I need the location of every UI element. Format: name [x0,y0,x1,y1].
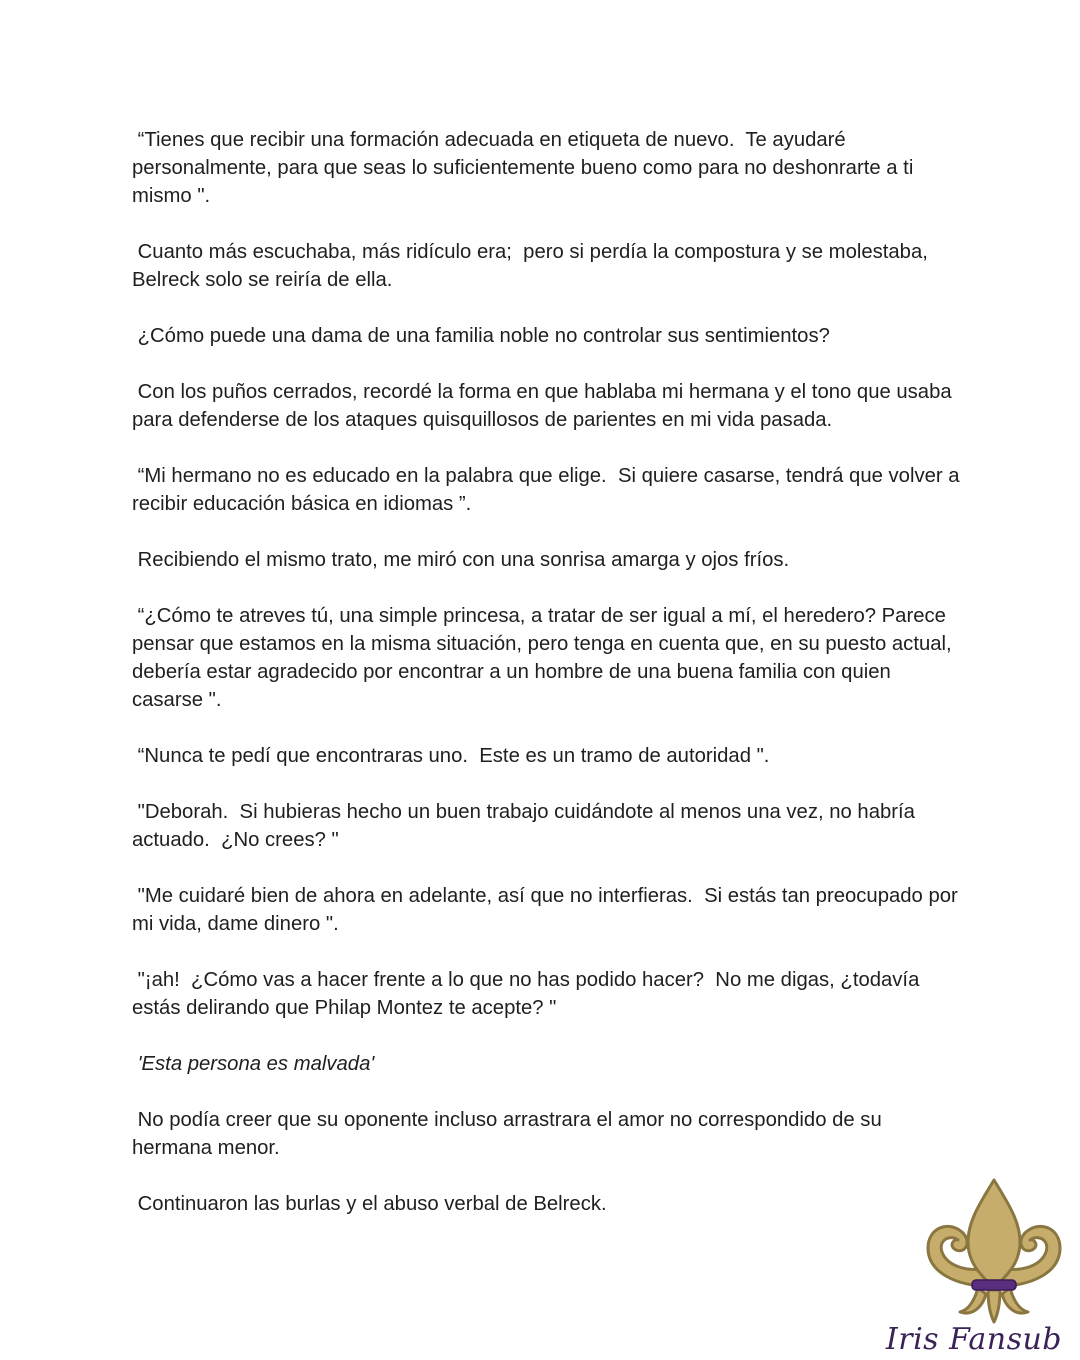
paragraph: “Nunca te pedí que encontraras uno. Este es un tramo de autoridad ". [132,745,770,767]
paragraph: Continuaron las burlas y el abuso verbal de Belreck. [132,1193,607,1215]
paragraph: ¿Cómo puede una dama de una familia noble no controlar sus sentimientos? [132,325,830,347]
paragraph: Recibiendo el mismo trato, me miró con una sonrisa amarga y ojos fríos. [132,549,790,571]
fleur-de-lis-icon [920,1176,1068,1326]
paragraph: "Me cuidaré bien de ahora en adelante, así que no interfieras. Si estás tan preocupado por mi vida, dame dinero ". [132,885,964,935]
paragraph: No podía creer que su oponente incluso arrastrara el amor no correspondido de su hermana menor. [132,1109,888,1159]
watermark-text: Iris Fansub [885,1322,1062,1357]
paragraph: "¡ah! ¿Cómo vas a hacer frente a lo que no has podido hacer? No me digas, ¿todavía estás delirando que Philap Montez te acepte? " [132,969,925,1019]
paragraph: “¿Cómo te atreves tú, una simple princesa, a tratar de ser igual a mí, el heredero? Parece pensar que estamos en la misma situación, pero tenga en cuenta que, en su puesto actual, debería estar agradecido por encontrar a un hombre de una buena familia con quien casarse ". [132,605,958,711]
paragraph: Con los puños cerrados, recordé la forma en que hablaba mi hermana y el tono que usaba para defenderse de los ataques quisquillosos de parientes en mi vida pasada. [132,381,958,431]
paragraph: "Deborah. Si hubieras hecho un buen trabajo cuidándote al menos una vez, no habría actuado. ¿No crees? " [132,801,921,851]
watermark [885,1176,1074,1360]
document-body [132,126,964,1246]
paragraph: “Mi hermano no es educado en la palabra que elige. Si quiere casarse, tendrá que volver a recibir educación básica en idiomas ”. [132,465,966,515]
paragraph: Cuanto más escuchaba, más ridículo era; pero si perdía la compostura y se molestaba, Belreck solo se reiría de ella. [132,241,934,291]
paragraph: “Tienes que recibir una formación adecuada en etiqueta de nuevo. Te ayudaré personalmente, para que seas lo suficientemente bueno como para no deshonrarte a ti mismo ". [132,129,919,207]
paragraph-italic-thought: 'Esta persona es malvada' [132,1053,375,1075]
